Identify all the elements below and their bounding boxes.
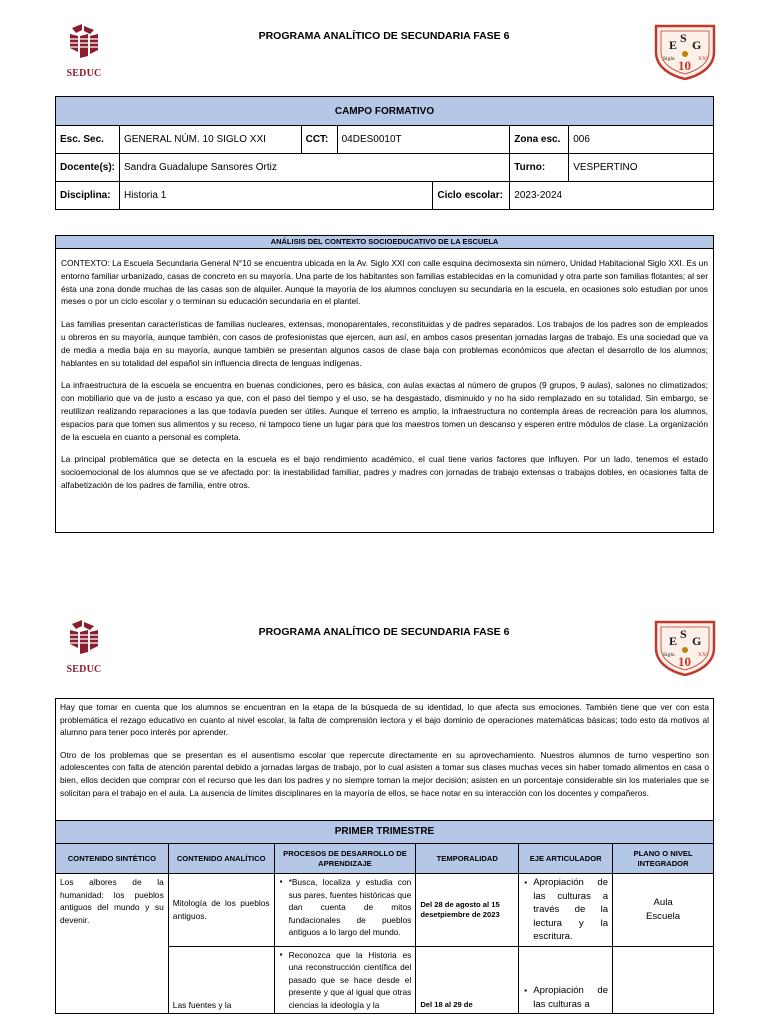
column-header: PROCESOS DE DESARROLLO DE APRENDIZAJE	[274, 844, 416, 874]
page2-header	[0, 618, 768, 678]
esg-badge	[652, 618, 718, 681]
svg-text:S: S	[680, 31, 687, 45]
contenido-analitico-cell: Las fuentes y la	[168, 946, 274, 1014]
table-row	[56, 874, 714, 947]
plano-cell	[613, 946, 714, 1014]
column-header: TEMPORALIDAD	[416, 844, 519, 874]
contenido-sintetico-cell: Los albores de la humanidad: los pueblos antiguos del mundo y su devenir.	[56, 874, 169, 1014]
column-header: CONTENIDO ANALÍTICO	[168, 844, 274, 874]
ciclo-value: 2023-2024	[510, 182, 714, 210]
svg-text:XXI: XXI	[698, 56, 708, 62]
eje-cell	[519, 874, 613, 947]
proceso-item: ▪ *Busca, localiza y estudia con sus pares, fuentes históricas que dan cuenta de mitos fundacionales de pueblos antiguos a lo largo del mundo.	[289, 876, 412, 939]
proceso-cell	[274, 946, 416, 1014]
svg-text:E: E	[669, 634, 678, 648]
context-heading: ANÁLISIS DEL CONTEXTO SOCIOEDUCATIVO DE LA ESCUELA	[56, 236, 713, 249]
eje-cell	[519, 946, 613, 1014]
page1-header	[0, 22, 768, 82]
seduc-emblem-icon	[64, 618, 104, 658]
disciplina-label: Disciplina:	[56, 182, 120, 210]
column-header: CONTENIDO SINTÉTICO	[56, 844, 169, 874]
trimestre-table	[55, 820, 714, 1014]
plano-cell	[613, 874, 714, 947]
trimestre-title: PRIMER TRIMESTRE	[56, 821, 714, 844]
contenido-analitico-cell: Mitología de los pueblos antiguos.	[168, 874, 274, 947]
docente-value: Sandra Guadalupe Sansores Ortiz	[120, 154, 510, 182]
svg-text:10: 10	[678, 58, 691, 73]
ciclo-label: Ciclo escolar:	[433, 182, 510, 210]
turno-label: Turno:	[510, 154, 569, 182]
svg-text:Siglo: Siglo	[663, 56, 675, 62]
temporalidad-cell: Del 28 de agosto al 15 desetpiembre de 2023	[416, 874, 519, 947]
context-section	[55, 235, 714, 533]
zona-label: Zona esc.	[510, 126, 569, 154]
eje-item: ▪ Apropiación de las culturas a	[533, 984, 608, 1011]
proceso-item: ▪ Reconozca que la Historia es una reconstrucción científica del pasado que se hace desde el presente y que al igual que otras ciencias la ideología y la	[289, 949, 412, 1012]
esg-badge	[652, 22, 718, 85]
column-header: EJE ARTICULADOR	[519, 844, 613, 874]
disciplina-value: Historia 1	[120, 182, 433, 210]
cct-label: CCT:	[301, 126, 337, 154]
seduc-logo-text: SEDUC	[66, 68, 102, 79]
info-table	[55, 96, 714, 210]
svg-text:S: S	[680, 627, 687, 641]
esc-value: GENERAL NÚM. 10 SIGLO XXI	[120, 126, 302, 154]
zona-value: 006	[569, 126, 714, 154]
plano-escuela: Escuela	[645, 910, 681, 922]
plano-aula: Aula	[653, 896, 673, 908]
svg-text:E: E	[669, 38, 678, 52]
seduc-logo-text: SEDUC	[66, 664, 102, 675]
campo-formativo-heading: CAMPO FORMATIVO	[56, 97, 714, 126]
context-paragraph: La infraestructura de la escuela se encuentra en buenas condiciones, pero es básica, con aulas exactas al número de grupos (9 grupos, 9 aulas), salones no climatizados; con mobiliario que va de justo a escaso ya que, con el paso del tiempo y el uso, se ha desgastado, disminuido y no ha sido remplazado en su totalidad. Sin embargo, se reutilizan realizando reparaciones a las que todavía pueden ser útiles. Aunque el terreno es amplio, la infraestructura no contempla áreas de recreación para los alumnos, espacios para que tomen sus alimentos y su receso, ni tampoco tiene un lugar para que los maestros tomen un descanso y esperen entre módulos de clase. La organización de la escuela en cuanto a personal es completa.	[61, 380, 708, 442]
document-title: PROGRAMA ANALÍTICO DE SECUNDARIA FASE 6	[258, 30, 510, 42]
proceso-cell	[274, 874, 416, 947]
temporalidad-cell: Del 18 al 29 de	[416, 946, 519, 1014]
svg-text:Siglo: Siglo	[663, 652, 675, 658]
svg-text:10: 10	[678, 654, 691, 669]
document-title: PROGRAMA ANALÍTICO DE SECUNDARIA FASE 6	[258, 626, 510, 638]
docente-label: Docente(s):	[56, 154, 120, 182]
seduc-emblem-icon	[64, 22, 104, 62]
svg-text:XXI: XXI	[698, 652, 708, 658]
context-paragraph: Las familias presentan características de familias nucleares, extensas, monoparentales, reconstituidas y de padres separados. Los trabajos de los padres son de empleados u obreros en su mayoría, aunque también, con casos de profesionistas que ejercen, aun así, en ambos casos presentan jornadas largas de trabajo. Es una sociedad que va de media a media baja en su mayoría, aunque también se presentan algunos casos de clase baja con problemas económicos que afectan el desarrollo de los alumnos; hablantes en su totalidad del español sin influencia directa de lenguas indígenas.	[61, 319, 708, 368]
esc-label: Esc. Sec.	[56, 126, 120, 154]
svg-text:G: G	[692, 634, 702, 648]
column-header: PLANO O NIVEL INTEGRADOR	[613, 844, 714, 874]
cct-value: 04DES0010T	[337, 126, 510, 154]
turno-value: VESPERTINO	[569, 154, 714, 182]
context-paragraph: La principal problemática que se detecta en la escuela es el bajo rendimiento académico, el cual tiene varios factores que influyen. Por un lado, tenemos el estado socioemocional de los alumnos que se ve afectado por: la inestabilidad familiar, padres y madres con jornadas de trabajo extensas o trabajos dobles, en ocasiones falta de alfabetización de los padres de familia, entre otros.	[61, 454, 708, 490]
context-paragraph: Hay que tomar en cuenta que los alumnos se encuentran en la etapa de la búsqueda de su identidad, lo que afecta sus emociones. También tiene que ver con esta problemática el rezago educativo en cuanto al nivel escolar, la falta de comprensión lectora y el bajo dominio de operaciones matemáticas básicas; todo esto da motivos al alumno para tener poco interés por aprender.	[60, 702, 709, 738]
context-paragraph: CONTEXTO: La Escuela Secundaria General N°10 se encuentra ubicada en la Av. Siglo XXI con calle esquina decimosexta sin número, Unidad Habitacional Siglo XXI. Es un entorno familiar urbanizado, casas de concreto en su mayoría. Una parte de los habitantes son familias establecidas en la comunidad y otra parte son familias flotantes; al ser ésta una zona donde muchas de las casas son de alquiler. Aunque la mayoría de los alumnos concluyen su secundaria en la escuela, en ocasiones solo estudian por unos meses o por un ciclo escolar y o terminan su educación secundaria en el plantel.	[61, 258, 708, 307]
eje-item: ▪ Apropiación de las culturas a través de la lectura y la escritura.	[533, 876, 608, 944]
svg-text:G: G	[692, 38, 702, 52]
page2-context	[55, 698, 714, 820]
context-paragraph: Otro de los problemas que se presentan es el ausentismo escolar que repercute directamente en su aprovechamiento. Nuestros alumnos de turno vespertino son adolescentes con falta de atención parental debido a jornadas largas de trabajo, por lo cual asisten a tomar sus clases muchas veces sin haber tomado alimentos en casa o bien, ellos deciden que comprar con el recurso que les dan los padres y no siempre toman la mejor decisión; asisten en un porcentaje considerable sin los materiales que se solicitan para el trabajo en el aula. La ausencia de límites disciplinares en la mayoría de ellos, se hace notar en su interacción con los docentes y compañeros.	[60, 749, 709, 798]
